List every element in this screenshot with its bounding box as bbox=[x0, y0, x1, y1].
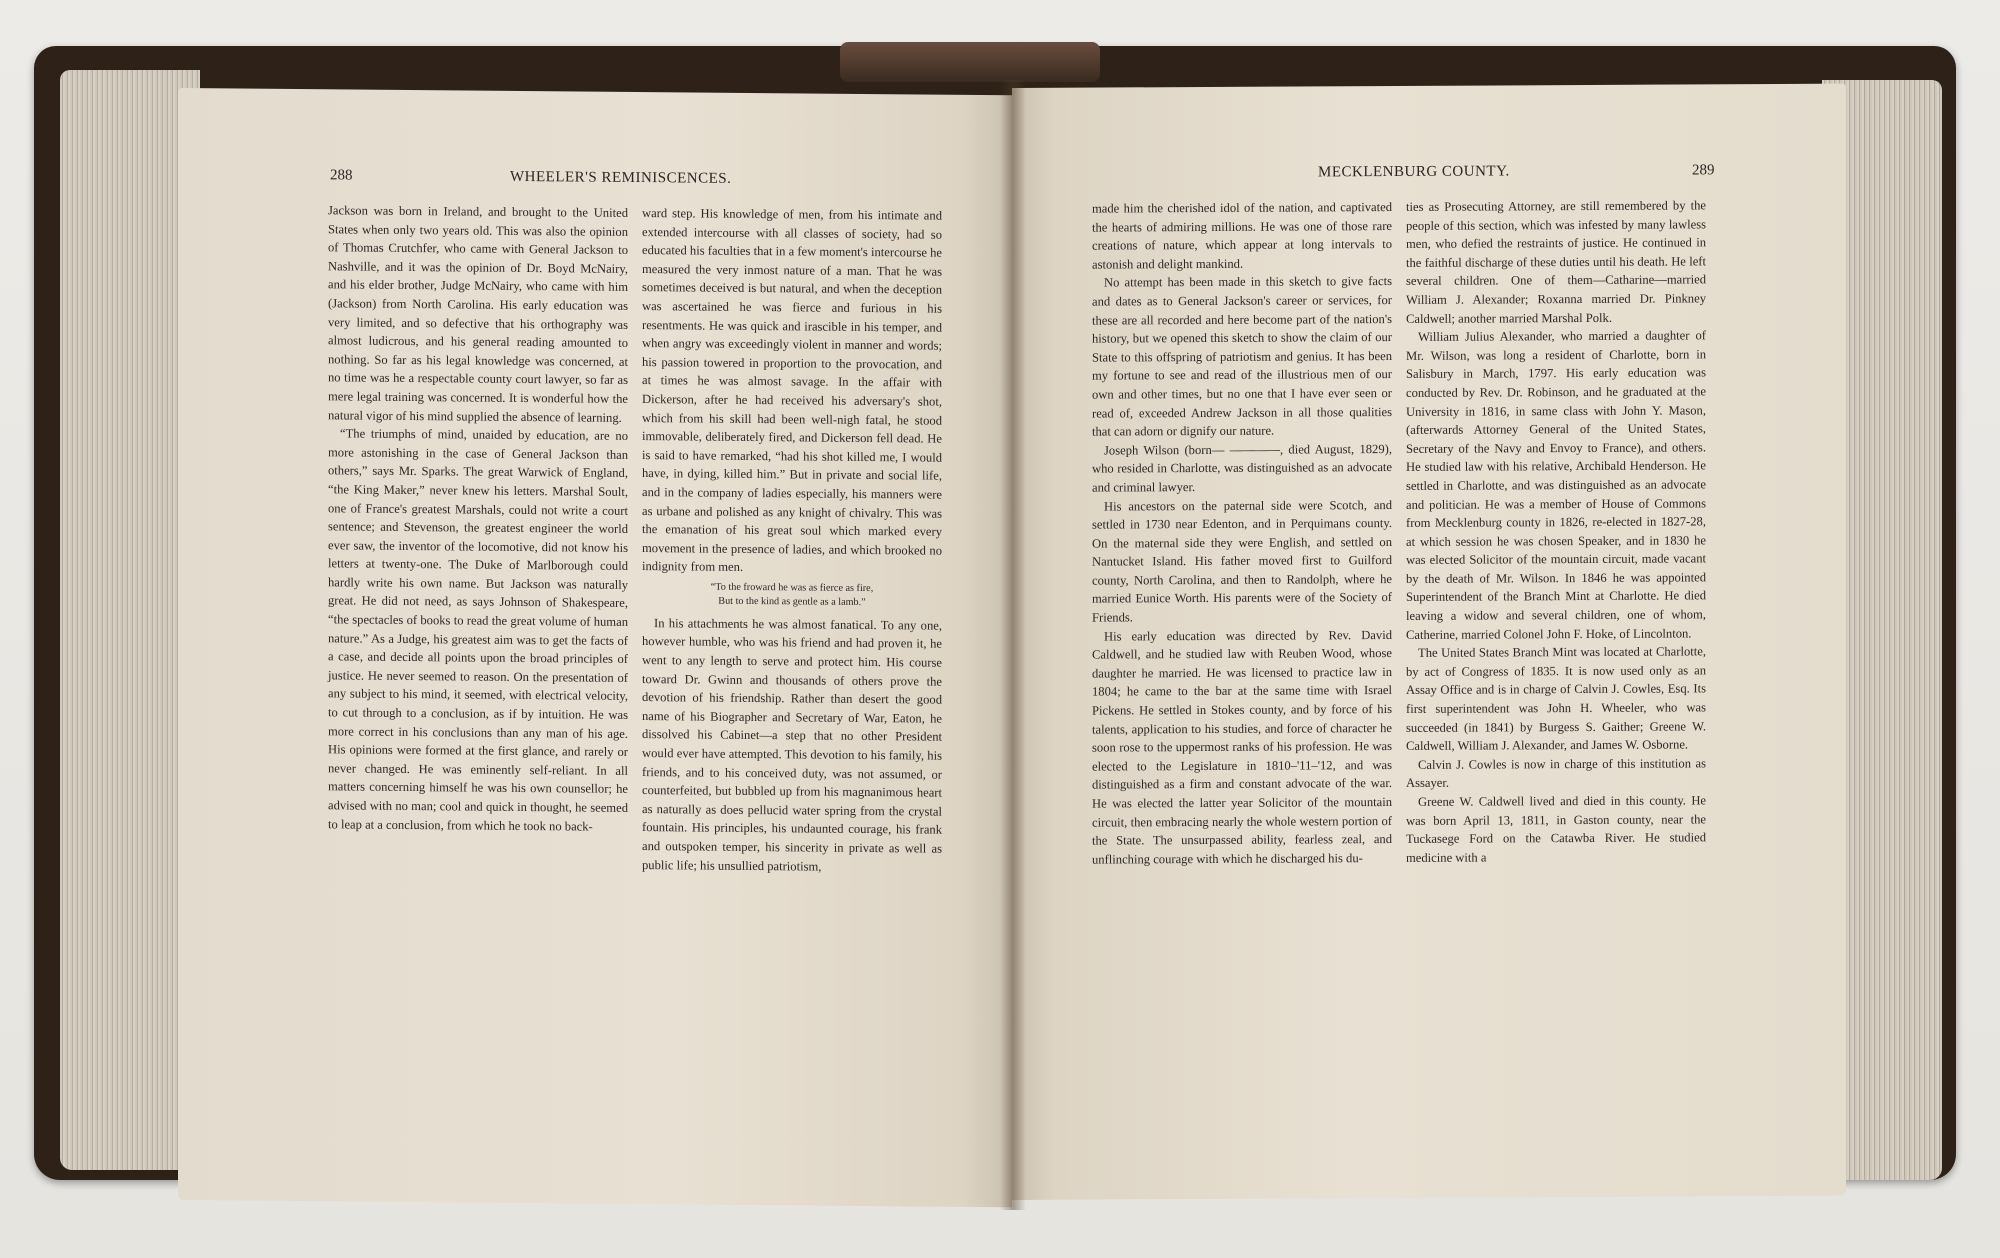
paragraph: “The triumphs of mind, unaided by education, are no more astonishing in the case of General Jackson than others,” says Mr. Sparks. The great Warwick of England, “the King Maker,” never knew his letters. Marshal Soult, one of France's greatest Marshals, could not write a court sentence; and Stevenson, the greatest engineer the world ever saw, the inventor of the locomotive, did not know his letters at twenty-one. The Duke of Marlborough could hardly write his own name. But Jackson was naturally great. He did not need, as says Johnson of Shakespeare, “the spectacles of books to read the great volume of human nature.” As a Judge, his greatest aim was to get the facts of a case, and decide all points upon the broad principles of justice. He never seemed to reason. On the presentation of any subject to his mind, it seemed, with electrical velocity, to cut through to a conclusion, as if by intuition. He was more correct in his conclusions than any man of his age. His opinions were formed at the first glance, and rarely or never changed. He was eminently self-reliant. In all matters concerning himself he was his own counsellor; he advised with no man; cool and quick in thought, he seemed to leap at a conclusion, from which he took no back- bbox=[328, 426, 628, 834]
left-running-head: WHEELER'S REMINISCENCES. bbox=[510, 168, 732, 187]
left-column-2 bbox=[642, 204, 942, 877]
paragraph: Joseph Wilson (born— ————, died August, 1829), who resided in Charlotte, was distinguished as an advocate and criminal lawyer. bbox=[1092, 441, 1392, 495]
verse-line: But to the kind as gentle as a lamb.” bbox=[718, 595, 866, 608]
paragraph: No attempt has been made in this sketch to give facts and dates as to General Jackson's career or services, for these are all recorded and here become part of the nation's history, but we opened this sketch to show the claim of our State to this offspring of patriotism and genius. It has been my fortune to see and read of the illustrious men of our own and other times, but no one that I have ever seen or read of, exceeded Andrew Jackson in all those qualities that can adorn or dignify our nature. bbox=[1092, 274, 1392, 439]
verse-line: “To the froward he was as fierce as fire, bbox=[710, 581, 874, 594]
paragraph: The United States Branch Mint was located at Charlotte, by act of Congress of 1835. It is now used only as an Assay Office and is in charge of Calvin J. Cowles, Esq. Its first superintendent was John H. Wheeler, who was succeeded (in 1841) by Burgess S. Gaither; Greene W. Caldwell, William J. Alexander, and James W. Osborne. bbox=[1406, 644, 1706, 754]
paragraph: ward step. His knowledge of men, from his intimate and extended intercourse with all classes of society, had so educated his faculties that in a few moment's intercourse he measured the very inmost nature of a man. That he was sometimes deceived is but natural, and when the deception was ascertained he was fierce and furious in his resentments. He was quick and irascible in his temper, and when angry was exceedingly violent in manner and words; his passion towered in proportion to the provocation, and at times he was almost savage. In the affair with Dickerson, after he had received his adversary's shot, which from his skill had been well-nigh fatal, he stood immovable, deliberately fired, and Dickerson fell dead. He is said to have remarked, “had his shot killed me, I would have, in dying, killed him.” But in private and social life, and in the company of ladies especially, his manners were as urbane and polished as any knight of chivalry. This was the emanation of his great soul which marked every movement in the presence of ladies, and which brooked no indignity from men. bbox=[642, 206, 942, 575]
right-running-head: MECKLENBURG COUNTY. bbox=[1318, 163, 1510, 181]
left-page bbox=[178, 88, 1012, 1207]
book-gutter-shadow bbox=[1000, 80, 1026, 1210]
paragraph: In his attachments he was almost fanatical. To any one, however humble, who was his friend and had proven it, he went to any length to serve and protect him. His course toward Dr. Gwinn and thousands of others prove the devotion of his friendship. Rather than desert the good name of his Biographer and Secretary of War, Eaton, he dissolved his Cabinet—a step that no other President would ever have attempted. This devotion to his family, his friends, and to his conceived duty, was not assumed, or counterfeited, but bubbled up from his magnanimous heart as naturally as does pellucid water spring from the crystal fountain. His principles, his undaunted courage, his frank and outspoken temper, his sincerity in private as well as public life; his unsullied patriotism, bbox=[642, 616, 942, 874]
book-spine bbox=[840, 42, 1100, 82]
paragraph: Greene W. Caldwell lived and died in this county. He was born April 13, 1811, in Gaston county, near the Tuckasege Ford on the Catawba River. He studied medicine with a bbox=[1406, 793, 1706, 865]
paragraph: Calvin J. Cowles is now in charge of this institution as Assayer. bbox=[1406, 756, 1706, 791]
paragraph: His early education was directed by Rev. David Caldwell, and he studied law with Reuben Wood, whose daughter he married. He was licensed to practice law in 1804; he came to the bar at the same time with Israel Pickens. He settled in Stokes county, and by force of his talents, application to his studies, and force of character he soon rose to the uppermost ranks of his profession. He was elected to the Legislature in 1810–'11–'12, and was distinguished as a firm and constant advocate of the war. He was elected the latter year Solicitor of the mountain circuit, then embracing nearly the whole western portion of the State. The unsurpassed ability, fearless zeal, and unflinching courage with which he discharged his du- bbox=[1092, 627, 1392, 867]
left-page-number: 288 bbox=[330, 167, 353, 184]
right-column-1 bbox=[1092, 198, 1392, 869]
right-page-number: 289 bbox=[1692, 162, 1715, 179]
right-page bbox=[1012, 84, 1846, 1200]
paragraph: Jackson was born in Ireland, and brought to the United States when only two years old. This was also the opinion of Thomas Crutchfer, who came with General Jackson to Nashville, and it was the opinion of Dr. Boyd McNairy, and his elder brother, Judge McNairy, who came with him (Jackson) from North Carolina. His early education was very limited, and so defective that his orthography was almost ludicrous, and his general reading amounted to nothing. So far as his legal knowledge was concerned, at no time was he a respectable county court lawyer, so far as mere legal training was concerned. It is wonderful how the natural vigor of his mind supplied the absence of learning. bbox=[328, 203, 628, 425]
paragraph: William Julius Alexander, who married a daughter of Mr. Wilson, was long a resident of Charlotte, born in Salisbury in March, 1797. His early education was conducted by Rev. Dr. Robinson, and he graduated at the University in 1816, in same class with John Y. Mason, (afterwards Attorney General of the United States, Secretary of the Navy and Envoy to France), and others. He studied law with his relative, Archibald Henderson. He settled in Charlotte, and was distinguished as an advocate and politician. He was a member of House of Commons from Mecklenburg county in 1826, re-elected in 1827-28, at which session he was chosen Speaker, and in 1830 he was elected Solicitor of the mountain circuit, made vacant by the death of Mr. Wilson. In 1846 he was appointed Superintendent of the Branch Mint at Charlotte. He died leaving a widow and several children, one of whom, Catherine, married Colonel John F. Hoke, of Lincolnton. bbox=[1406, 328, 1706, 642]
verse-quote bbox=[642, 580, 942, 611]
paragraph: made him the cherished idol of the nation, and captivated the hearts of admiring millions. He was one of those rare creations of nature, which appear at long intervals to astonish and delight mankind. bbox=[1092, 200, 1392, 272]
paragraph: His ancestors on the paternal side were Scotch, and settled in 1730 near Edenton, and in Perquimans county. On the maternal side they were English, and settled on Nantucket Island. His father moved first to Guilford county, North Carolina, and then to Randolph, where he married Eunice Worth. His parents were of the Society of Friends. bbox=[1092, 497, 1392, 625]
paragraph: ties as Prosecuting Attorney, are still remembered by the people of this section, which was infested by many lawless men, who defied the restraints of justice. He continued in the faithful discharge of these duties until his death. He left several children. One of them—Catharine—married William J. Alexander; Roxanna married Dr. Pinkney Caldwell; another married Marshal Polk. bbox=[1406, 198, 1706, 326]
left-column-1 bbox=[328, 201, 628, 836]
right-column-2 bbox=[1406, 196, 1706, 867]
